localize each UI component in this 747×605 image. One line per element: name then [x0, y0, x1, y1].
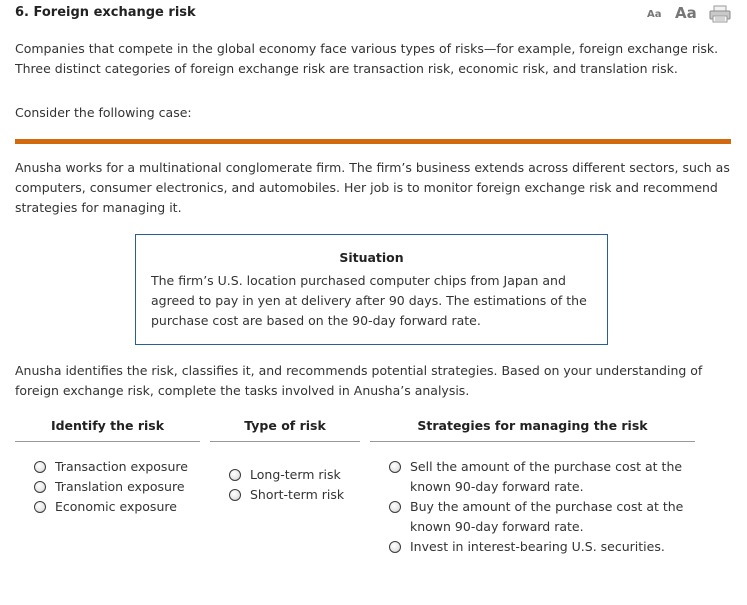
option-label: Sell the amount of the purchase cost at the known 90-day forward rate.: [410, 459, 683, 494]
radio-option-transaction-exposure[interactable]: [34, 457, 209, 477]
option-label: Transaction exposure: [55, 459, 188, 474]
radio-option-buy-forward[interactable]: [389, 497, 689, 537]
radio-button[interactable]: [389, 501, 401, 513]
option-label: Short-term risk: [250, 487, 345, 502]
case-paragraph: Anusha works for a multinational conglomerate firm. The firm’s business extends across different sectors, such as computers, consumer electronics, and automobiles. Her job is to monitor foreign exchange risk and recommend strategies for managing it.: [15, 160, 730, 215]
question-title: 6. Foreign exchange risk: [15, 5, 196, 20]
font-size-large-button[interactable]: Aa: [675, 4, 697, 22]
font-size-small-button[interactable]: Aa: [647, 9, 662, 20]
radio-option-sell-forward[interactable]: [389, 457, 689, 497]
radio-button[interactable]: [389, 541, 401, 553]
option-label: Economic exposure: [55, 499, 177, 514]
printer-icon[interactable]: [709, 5, 731, 23]
option-label: Long-term risk: [250, 467, 341, 482]
option-label: Invest in interest-bearing U.S. securities.: [410, 539, 665, 554]
radio-option-translation-exposure[interactable]: [34, 477, 209, 497]
radio-button[interactable]: [229, 469, 241, 481]
situation-text: The firm’s U.S. location purchased computer chips from Japan and agreed to pay in yen at delivery after 90 days. The estimations of the purchase cost are based on the 90-day forward rate.: [151, 273, 587, 328]
situation-box: [135, 234, 608, 345]
consider-prompt: Consider the following case:: [15, 105, 192, 120]
option-label: Translation exposure: [55, 479, 185, 494]
radio-option-long-term-risk[interactable]: [229, 465, 369, 485]
radio-button[interactable]: [389, 461, 401, 473]
identify-risk-header: Identify the risk: [50, 418, 165, 433]
type-of-risk-rule: [210, 441, 360, 442]
radio-button[interactable]: [34, 481, 46, 493]
option-label: Buy the amount of the purchase cost at the known 90-day forward rate.: [410, 499, 684, 534]
situation-title: Situation: [339, 250, 404, 265]
identify-risk-rule: [15, 441, 200, 442]
radio-button[interactable]: [34, 501, 46, 513]
radio-option-economic-exposure[interactable]: [34, 497, 209, 517]
radio-button[interactable]: [229, 489, 241, 501]
task-paragraph: Anusha identifies the risk, classifies it, and recommends potential strategies. Based on your understanding of foreign exchange risk, complete the tasks involved in Anusha’s analysis.: [15, 363, 703, 398]
intro-paragraph: Companies that compete in the global economy face various types of risks—for example, foreign exchange risk. Three distinct categories of foreign exchange risk are transaction risk, economic risk, and translation risk.: [15, 41, 719, 76]
radio-option-short-term-risk[interactable]: [229, 485, 369, 505]
strategies-header: Strategies for managing the risk: [417, 418, 648, 433]
strategies-rule: [370, 441, 695, 442]
radio-option-invest-securities[interactable]: [389, 537, 689, 557]
type-of-risk-header: Type of risk: [244, 418, 326, 433]
radio-button[interactable]: [34, 461, 46, 473]
section-divider: [15, 139, 731, 144]
